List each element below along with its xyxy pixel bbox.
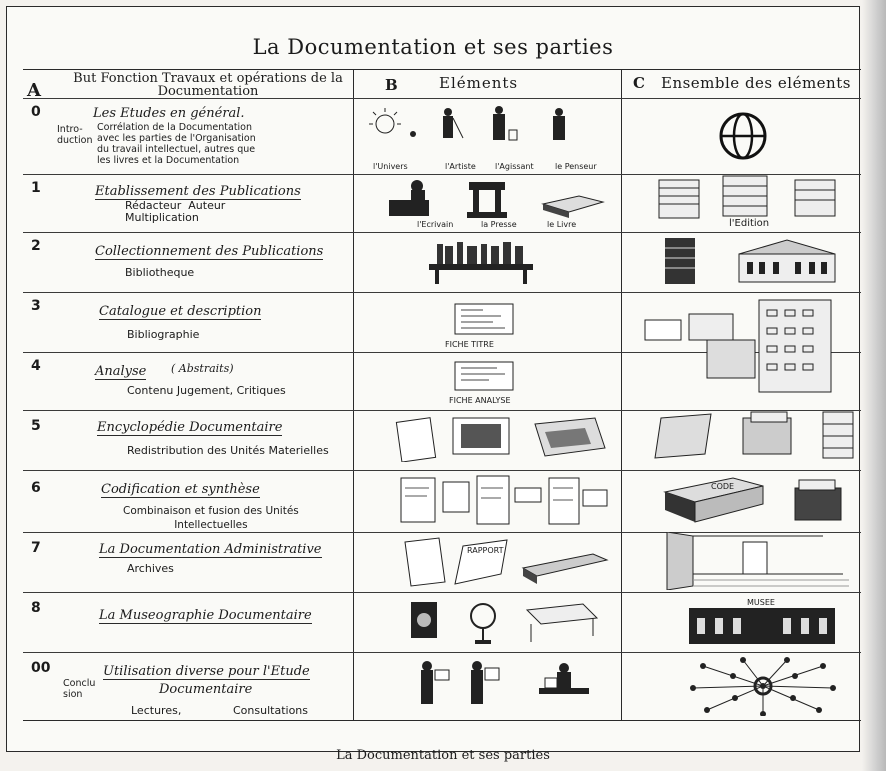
row-title-line2: Documentaire [159, 682, 253, 697]
row-number: 4 [31, 358, 41, 374]
caption-code: CODE [711, 482, 735, 491]
row-divider [23, 232, 861, 233]
card-catalog-icon [641, 296, 841, 398]
row-title: La Museographie Documentaire [99, 608, 312, 623]
row-number: 1 [31, 180, 41, 196]
row-title: Analyse [95, 364, 147, 379]
synthesis-cards-icon [397, 474, 613, 528]
column-divider [621, 70, 622, 720]
header-text-a: But Fonction Travaux et opérations de la Documentation [73, 71, 343, 99]
row-detail: Corrélation de la Documentation avec les parties de l'Organisation du travail intellectuel, autres que les livres et la Documentation [97, 122, 256, 166]
row-divider [23, 592, 861, 593]
caption-rapport: RAPPORT [467, 546, 504, 555]
header-text-c: Ensemble des eléments [661, 74, 851, 92]
row-divider [23, 470, 861, 471]
row-detail-lectures: Lectures, [131, 704, 182, 717]
row-detail: Bibliotheque [125, 266, 195, 279]
row-number: 6 [31, 480, 41, 496]
header-letter-a: A [27, 80, 41, 101]
row-number: 2 [31, 238, 41, 254]
row-title: La Documentation Administrative [99, 542, 322, 557]
row-title: Catalogue et description [99, 304, 262, 319]
caption-artiste: l'Artiste [445, 162, 476, 171]
index-card-icon [453, 302, 517, 338]
row-detail: Bibliographie [127, 328, 200, 341]
parts-table [23, 69, 861, 721]
row-detail-consultations: Consultations [233, 704, 308, 717]
figure-caption: La Documentation et ses parties [336, 748, 550, 763]
header-letter-b: B [385, 76, 398, 94]
row-number: 0 [31, 104, 41, 120]
row-title: Utilisation diverse pour l'Etude [103, 664, 310, 679]
row-title: Codification et synthèse [101, 482, 260, 497]
row-side-label: Conclu sion [63, 678, 96, 700]
column-divider [353, 70, 354, 720]
caption-edition: l'Edition [729, 218, 770, 229]
caption-fiche-titre: FICHE TITRE [445, 340, 494, 349]
abstract-card-icon [453, 360, 517, 394]
row-detail: Archives [127, 562, 174, 575]
code-book-icon [659, 474, 849, 526]
header-text-b: Eléments [439, 74, 519, 92]
row-divider [23, 652, 861, 653]
caption-presse: la Presse [481, 220, 517, 229]
row-title-extra: ( Abstraits) [171, 362, 234, 375]
row-side-label: Intro- duction [57, 124, 93, 146]
row-title: Etablissement des Publications [95, 184, 301, 199]
museum-objects-icon [407, 596, 603, 648]
row-title: Encyclopédie Documentaire [97, 420, 283, 435]
caption-univers: l'Univers [373, 162, 408, 171]
globe-icon [717, 110, 769, 162]
row-divider [23, 98, 861, 99]
readers-icon [407, 658, 603, 714]
row-title: Collectionnement des Publications [95, 244, 324, 259]
row-title: Les Etudes en général. [93, 106, 245, 121]
bookshelf-icon [427, 238, 537, 286]
caption-penseur: le Penseur [555, 162, 597, 171]
row-number: 7 [31, 540, 41, 556]
archive-room-icon [663, 532, 855, 590]
caption-livre: le Livre [547, 220, 577, 229]
books-stack-icon [653, 174, 853, 222]
row-divider [23, 292, 861, 293]
row-number: 3 [31, 298, 41, 314]
row-number: 8 [31, 600, 41, 616]
row-number: 00 [31, 660, 51, 676]
header-letter-c: C [633, 74, 645, 92]
caption-agissant: l'Agissant [495, 162, 534, 171]
page-title: La Documentation et ses parties [252, 35, 614, 59]
caption-fiche-analyse: FICHE ANALYSE [449, 396, 511, 405]
caption-musee: MUSEE [747, 598, 775, 607]
row-detail: Combinaison et fusion des Unités Intellectuelles [123, 505, 299, 531]
header-col-a [23, 70, 353, 101]
caption-ecrivain: l'Ecrivain [417, 220, 454, 229]
filing-cabinets-icon [651, 410, 857, 462]
elements-illustration-1 [383, 176, 613, 220]
row-detail: Contenu Jugement, Critiques [127, 384, 286, 397]
encyclopedia-units-icon [395, 414, 611, 462]
header-col-c [627, 70, 861, 98]
library-building-icon [659, 234, 849, 288]
row-detail: Redistribution des Unités Materielles [127, 444, 329, 457]
page-edge-shadow [862, 0, 886, 771]
administrative-docs-icon [397, 536, 611, 588]
elements-illustration-0 [363, 104, 613, 160]
header-col-b [359, 70, 621, 98]
document-sheet [6, 6, 860, 752]
row-detail: Rédacteur Auteur Multiplication [125, 199, 226, 224]
row-number: 5 [31, 418, 41, 434]
network-icon [683, 656, 843, 716]
